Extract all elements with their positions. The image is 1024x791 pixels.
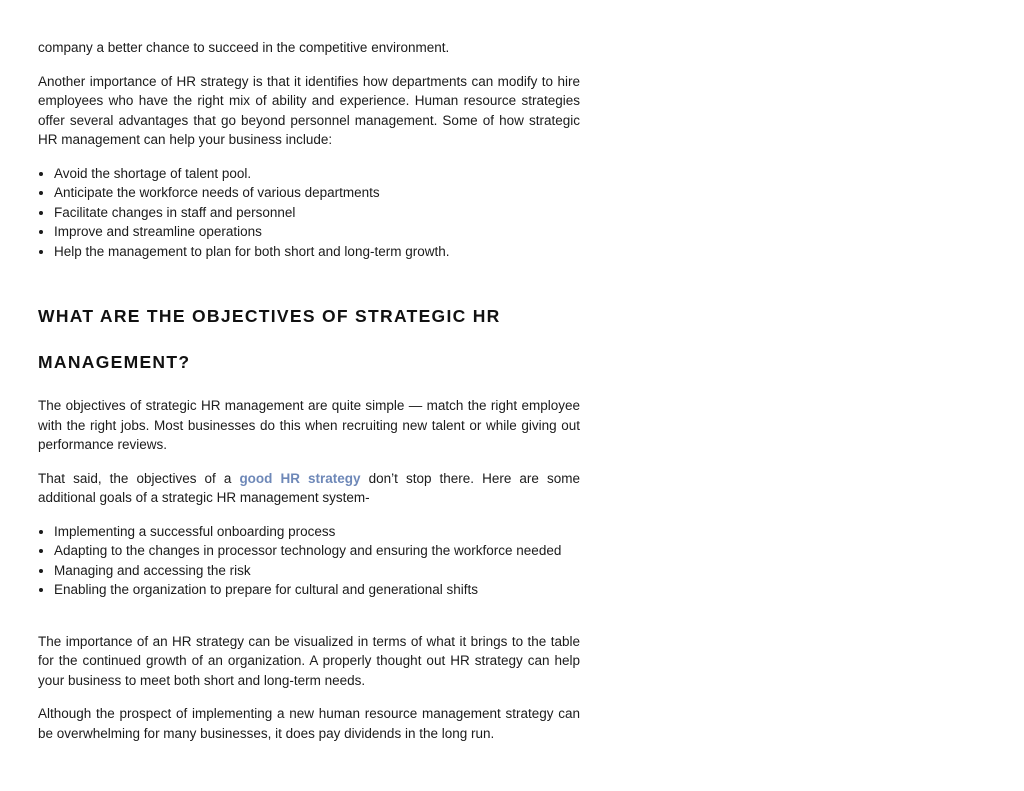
paragraph-text: don’t stop there. Here are some additional goals of a strategic HR management system- bbox=[38, 470, 580, 505]
list-item: • Managing and accessing the risk bbox=[54, 561, 580, 581]
list-item: • Anticipate the workforce needs of various departments bbox=[54, 183, 580, 203]
good-hr-strategy-link[interactable]: good HR strategy bbox=[239, 470, 361, 486]
paragraph-dividends: Although the prospect of implementing a new human resource management strategy can be overwhelming for many businesses, it does pay dividends in the long run. bbox=[38, 706, 580, 741]
list-item: • Avoid the shortage of talent pool. bbox=[54, 164, 580, 184]
paragraph-hr-importance: Another importance of HR strategy is that it identifies how departments can modify to hire employees who have the right mix of ability and experience. Human resource strategies offer several advantages that go beyond personnel management. Some of how strategic HR management can help your business include: bbox=[38, 73, 580, 147]
goals-list bbox=[38, 522, 580, 600]
paragraph-importance-visualized: The importance of an HR strategy can be visualized in terms of what it brings to the table for the continued growth of an organization. A properly thought out HR strategy can help your business to meet both short and long-term needs. bbox=[38, 633, 580, 688]
list-item: • Facilitate changes in staff and personnel bbox=[54, 203, 580, 223]
paragraph-continuation: company a better chance to succeed in the competitive environment. bbox=[38, 40, 450, 55]
paragraph-additional-goals bbox=[38, 469, 580, 508]
list-item: • Adapting to the changes in processor technology and ensuring the workforce needed bbox=[54, 541, 580, 561]
list-item: • Enabling the organization to prepare for cultural and generational shifts bbox=[54, 580, 580, 600]
section-heading: WHAT ARE THE OBJECTIVES OF STRATEGIC HR MANAGEMENT? bbox=[38, 306, 501, 372]
list-item: • Help the management to plan for both short and long-term growth. bbox=[54, 242, 580, 262]
paragraph-objectives: The objectives of strategic HR management are quite simple — match the right employee with the right jobs. Most businesses do this when recruiting new talent or while giving out performance reviews. bbox=[38, 398, 580, 452]
list-item: • Improve and streamline operations bbox=[54, 222, 580, 242]
benefits-list bbox=[38, 164, 580, 262]
paragraph-text: That said, the objectives of a bbox=[38, 470, 240, 486]
list-item: • Implementing a successful onboarding process bbox=[54, 522, 580, 542]
article-body bbox=[38, 0, 580, 743]
